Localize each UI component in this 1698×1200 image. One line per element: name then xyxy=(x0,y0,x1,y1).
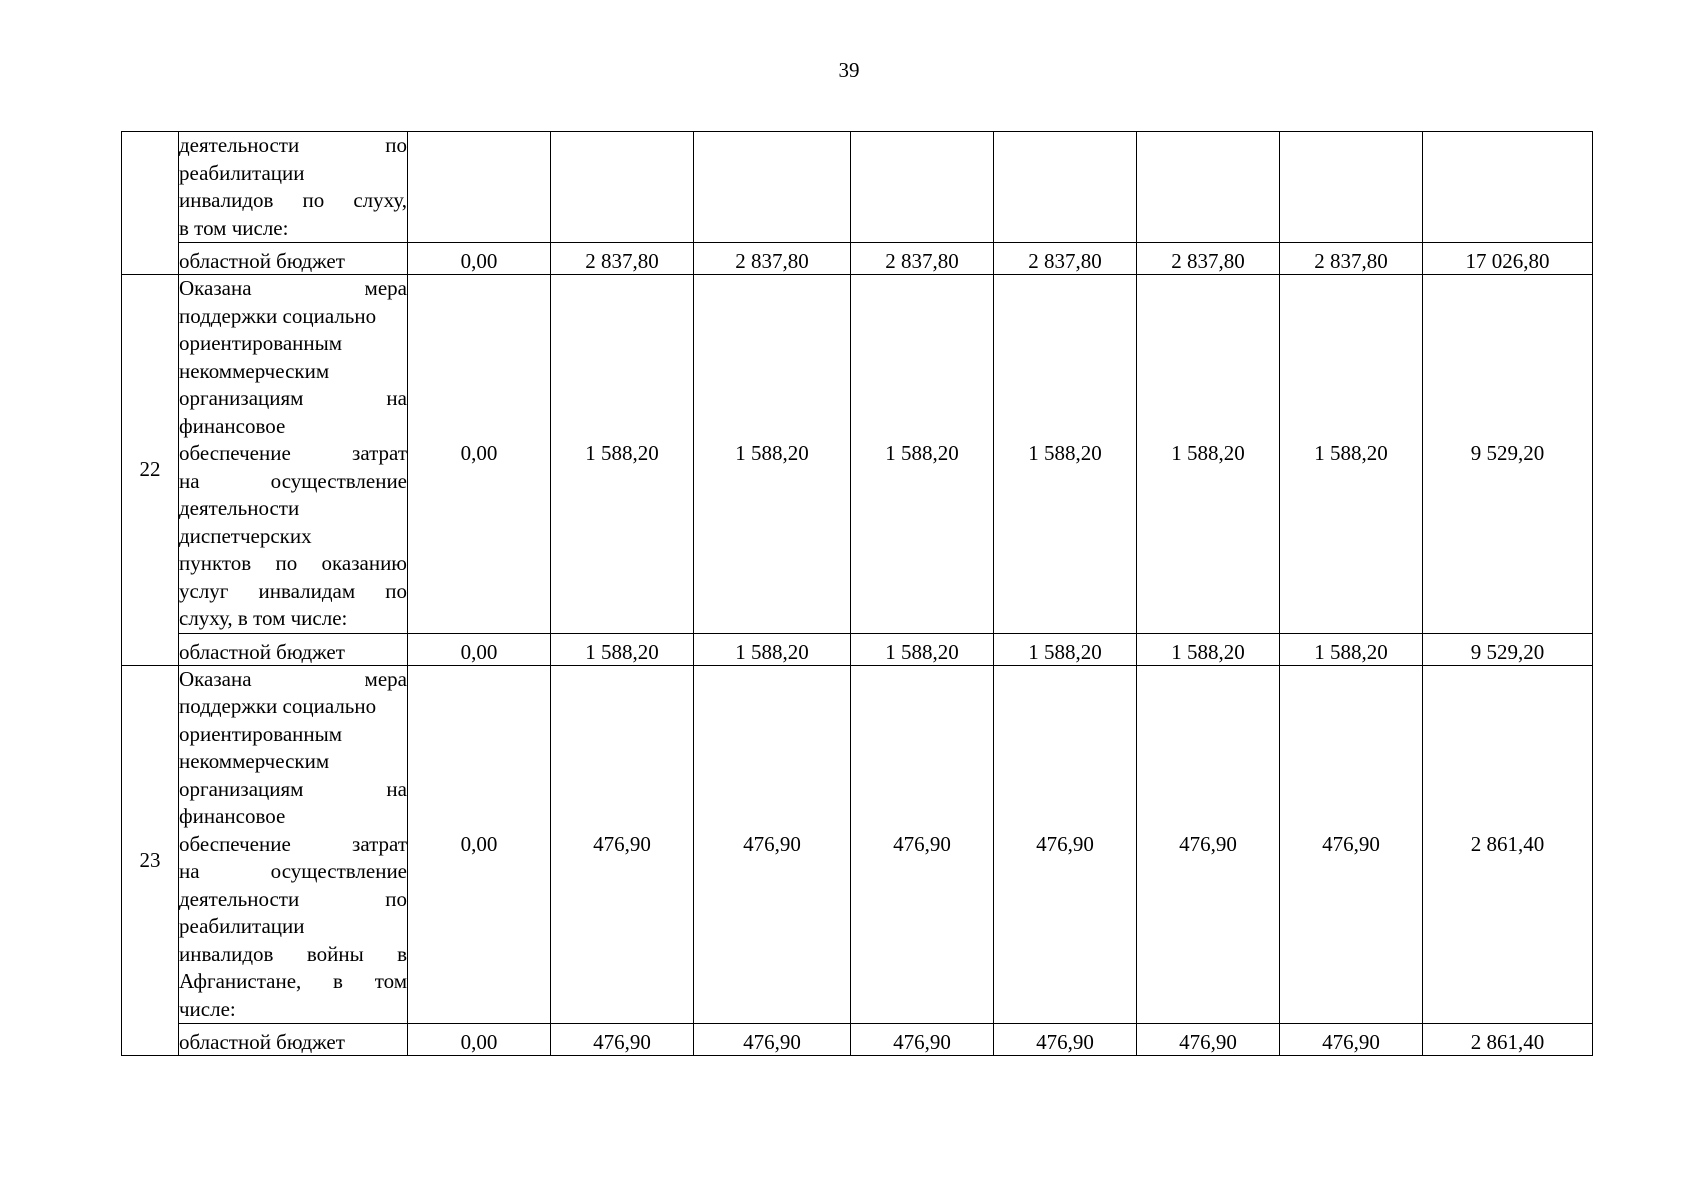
value-cell: 476,90 xyxy=(994,665,1137,1024)
value-cell: 1 588,20 xyxy=(851,633,994,665)
value-cell: 1 588,20 xyxy=(1280,633,1423,665)
value-cell: 0,00 xyxy=(408,275,551,634)
value-cell: 2 837,80 xyxy=(994,243,1137,275)
value-cell: 476,90 xyxy=(851,1024,994,1056)
row-description: Оказана мера поддержки социально ориентированным некоммерческим организациям на финансовое обеспечение затрат на осуществление деятельности по реабилитации инвалидов войны в Афганистане, в том числе: xyxy=(179,665,408,1024)
value-cell: 476,90 xyxy=(1280,1024,1423,1056)
table-row-budget xyxy=(122,243,1593,275)
total-cell: 9 529,20 xyxy=(1423,633,1593,665)
value-cell: 476,90 xyxy=(1137,1024,1280,1056)
value-cell: 0,00 xyxy=(408,665,551,1024)
table-row xyxy=(122,275,1593,634)
table-row-budget xyxy=(122,1024,1593,1056)
value-cell: 476,90 xyxy=(994,1024,1137,1056)
total-cell: 9 529,20 xyxy=(1423,275,1593,634)
value-cell xyxy=(694,132,851,243)
value-cell: 476,90 xyxy=(1137,665,1280,1024)
row-description: Оказана мера поддержки социально ориентированным некоммерческим организациям на финансовое обеспечение затрат на осуществление деятельности диспетчерских пунктов по оказанию услуг инвалидам по слуху, в том числе: xyxy=(179,275,408,634)
row-number xyxy=(122,132,179,275)
value-cell: 0,00 xyxy=(408,1024,551,1056)
value-cell: 1 588,20 xyxy=(694,633,851,665)
value-cell: 476,90 xyxy=(851,665,994,1024)
budget-label: областной бюджет xyxy=(179,243,408,275)
value-cell xyxy=(408,132,551,243)
value-cell xyxy=(1280,132,1423,243)
value-cell: 1 588,20 xyxy=(994,275,1137,634)
value-cell: 1 588,20 xyxy=(994,633,1137,665)
value-cell: 1 588,20 xyxy=(694,275,851,634)
value-cell: 0,00 xyxy=(408,633,551,665)
value-cell: 476,90 xyxy=(551,665,694,1024)
value-cell xyxy=(551,132,694,243)
table-row xyxy=(122,665,1593,1024)
row-number: 22 xyxy=(122,275,179,666)
budget-label: областной бюджет xyxy=(179,633,408,665)
value-cell: 476,90 xyxy=(694,1024,851,1056)
value-cell: 2 837,80 xyxy=(694,243,851,275)
value-cell: 1 588,20 xyxy=(1137,275,1280,634)
total-cell: 2 861,40 xyxy=(1423,1024,1593,1056)
value-cell xyxy=(994,132,1137,243)
value-cell: 2 837,80 xyxy=(551,243,694,275)
table-row xyxy=(122,132,1593,243)
value-cell: 1 588,20 xyxy=(1280,275,1423,634)
value-cell xyxy=(851,132,994,243)
total-cell: 17 026,80 xyxy=(1423,243,1593,275)
value-cell: 0,00 xyxy=(408,243,551,275)
value-cell: 476,90 xyxy=(551,1024,694,1056)
value-cell: 2 837,80 xyxy=(1137,243,1280,275)
value-cell: 476,90 xyxy=(1280,665,1423,1024)
total-cell xyxy=(1423,132,1593,243)
row-description: деятельности по реабилитации инвалидов по слуху, в том числе: xyxy=(179,132,408,243)
budget-label: областной бюджет xyxy=(179,1024,408,1056)
row-number: 23 xyxy=(122,665,179,1056)
total-cell: 2 861,40 xyxy=(1423,665,1593,1024)
value-cell: 2 837,80 xyxy=(851,243,994,275)
value-cell: 1 588,20 xyxy=(551,633,694,665)
value-cell: 476,90 xyxy=(694,665,851,1024)
value-cell: 1 588,20 xyxy=(1137,633,1280,665)
value-cell xyxy=(1137,132,1280,243)
value-cell: 1 588,20 xyxy=(551,275,694,634)
value-cell: 2 837,80 xyxy=(1280,243,1423,275)
budget-table xyxy=(121,131,1593,1056)
table-row-budget xyxy=(122,633,1593,665)
page-number: 39 xyxy=(838,58,860,82)
value-cell: 1 588,20 xyxy=(851,275,994,634)
